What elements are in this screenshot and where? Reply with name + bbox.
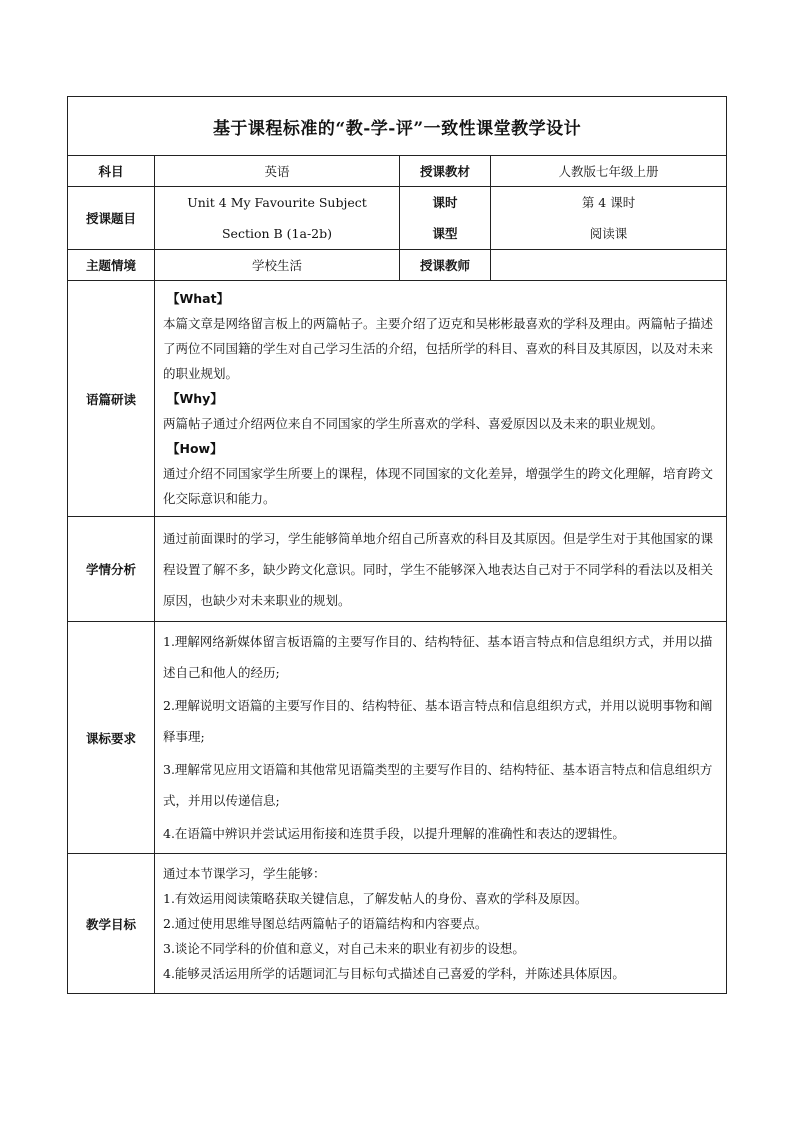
period-value: 第 4 课时 xyxy=(581,195,636,210)
curriculum-label: 课标要求 xyxy=(68,622,155,854)
period-type-labels xyxy=(400,187,491,250)
what-heading: 【What】 xyxy=(167,291,230,306)
why-heading: 【Why】 xyxy=(167,391,223,406)
textbook-value: 人教版七年级上册 xyxy=(491,156,727,187)
how-heading: 【How】 xyxy=(167,441,223,456)
what-text: 本篇文章是网络留言板上的两篇帖子。主要介绍了迈克和吴彬彬最喜欢的学科及理由。两篇帖子描述了两位不同国籍的学生对自己学习生活的介绍，包括所学的科目、喜欢的科目及其原因，以及对未来的职业规划。 xyxy=(163,316,714,381)
theme-label: 主题情境 xyxy=(68,250,155,281)
objectives-intro: 通过本节课学习，学生能够： xyxy=(163,866,326,881)
curriculum-item: 2.理解说明文语篇的主要写作目的、结构特征、基本语言特点和信息组织方式，并用以说明事物和阐释事理; xyxy=(163,698,713,744)
period-type-values xyxy=(491,187,727,250)
objectives-content xyxy=(155,854,727,994)
objective-item: 3.谈论不同学科的价值和意义，对自己未来的职业有初步的设想。 xyxy=(163,941,525,956)
lesson-plan-table xyxy=(67,96,727,994)
teacher-label: 授课教师 xyxy=(400,250,491,281)
lesson-topic-line1: Unit 4 My Favourite Subject xyxy=(187,195,367,210)
subject-value: 英语 xyxy=(155,156,400,187)
curriculum-item: 3.理解常见应用文语篇和其他常见语篇类型的主要写作目的、结构特征、基本语言特点和信息组织方式，并用以传递信息; xyxy=(163,762,713,808)
curriculum-content xyxy=(155,622,727,854)
text-analysis-content xyxy=(155,281,727,517)
learner-analysis-text: 通过前面课时的学习，学生能够简单地介绍自己所喜欢的科目及其原因。但是学生对于其他国家的课程设置了解不多，缺少跨文化意识。同时，学生不能够深入地表达自己对于不同学科的看法以及相关原因，也缺少对未来职业的规划。 xyxy=(163,530,714,608)
objectives-label: 教学目标 xyxy=(68,854,155,994)
why-text: 两篇帖子通过介绍两位来自不同国家的学生所喜欢的学科、喜爱原因以及未来的职业规划。 xyxy=(163,416,664,431)
subject-label: 科目 xyxy=(68,156,155,187)
lesson-type-value: 阅读课 xyxy=(589,226,628,241)
theme-value: 学校生活 xyxy=(155,250,400,281)
objective-item: 4.能够灵活运用所学的话题词汇与目标句式描述自己喜爱的学科，并陈述具体原因。 xyxy=(163,966,625,981)
learner-analysis-label: 学情分析 xyxy=(68,517,155,622)
learner-analysis-content xyxy=(155,517,727,622)
objective-item: 1.有效运用阅读策略获取关键信息，了解发帖人的身份、喜欢的学科及原因。 xyxy=(163,891,588,906)
teacher-value xyxy=(491,250,727,281)
text-analysis-label: 语篇研读 xyxy=(68,281,155,517)
document-title: 基于课程标准的“教-学-评”一致性课堂教学设计 xyxy=(68,97,727,156)
curriculum-item: 1.理解网络新媒体留言板语篇的主要写作目的、结构特征、基本语言特点和信息组织方式，并用以描述自己和他人的经历; xyxy=(163,634,713,680)
objective-item: 2.通过使用思维导图总结两篇帖子的语篇结构和内容要点。 xyxy=(163,916,488,931)
lesson-topic-line2: Section B (1a-2b) xyxy=(221,226,333,241)
curriculum-item: 4.在语篇中辨识并尝试运用衔接和连贯手段，以提升理解的准确性和表达的逻辑性。 xyxy=(163,826,625,841)
lesson-topic-cell xyxy=(155,187,400,250)
textbook-label: 授课教材 xyxy=(400,156,491,187)
how-text: 通过介绍不同国家学生所要上的课程，体现不同国家的文化差异，增强学生的跨文化理解，培育跨文化交际意识和能力。 xyxy=(163,466,714,506)
lesson-topic-label: 授课题目 xyxy=(68,187,155,250)
lesson-type-label: 课型 xyxy=(432,226,458,241)
period-label: 课时 xyxy=(432,195,458,210)
